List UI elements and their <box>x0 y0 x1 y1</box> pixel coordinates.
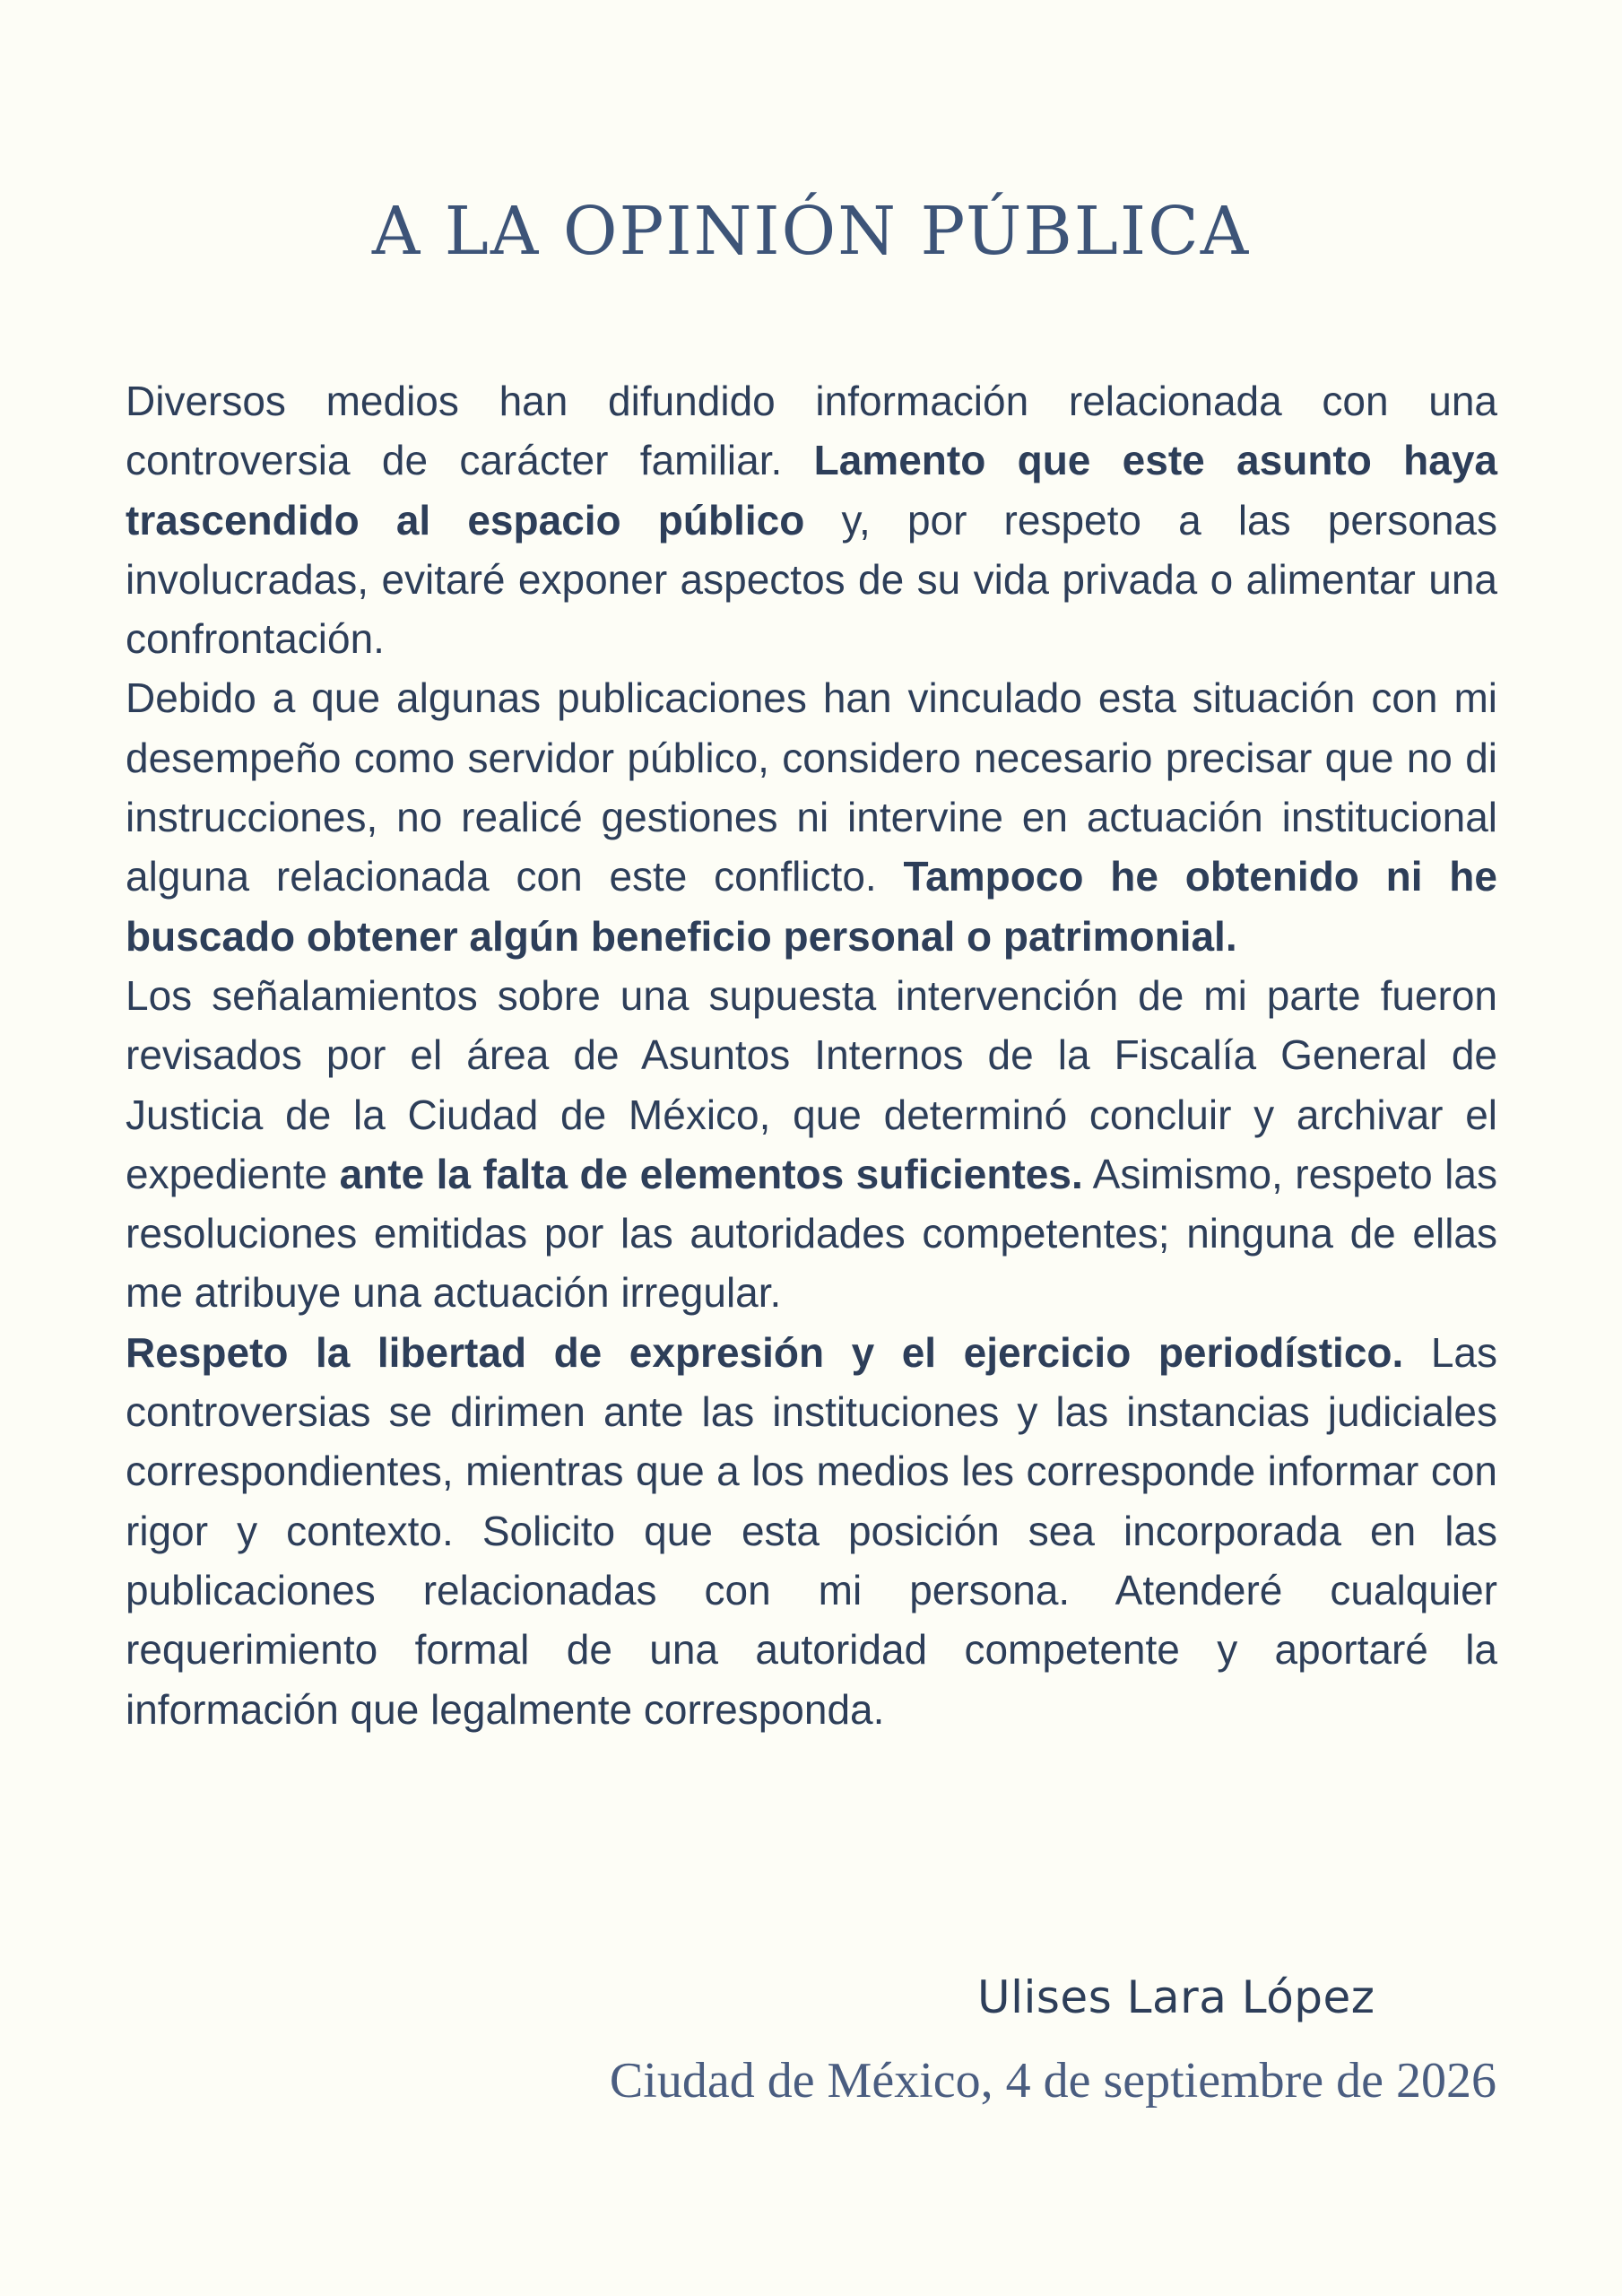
paragraph-2-bold: Tampoco he obtenido ni he buscado obtener algún beneficio personal o patrimonial. <box>126 853 1497 960</box>
paragraph-3-text-a: Los señalamientos sobre una supuesta intervención de mi parte fueron revisados por el área de Asuntos Internos de la Fiscalía General de Justicia de la Ciudad de México, que determinó concluir y archivar el expediente <box>126 971 1497 1197</box>
paragraph-4-bold: Respeto la libertad de expresión y el ejercicio periodístico. <box>126 1328 1404 1376</box>
paragraph-3-bold: ante la falta de elementos suficientes. <box>339 1150 1083 1197</box>
paragraph-1-text-a: Diversos medios han difundido información relacionada con una controversia de carácter familiar. <box>126 378 1497 484</box>
paragraph-1-text-b: y, por respeto a las personas involucradas, evitaré exponer aspectos de su vida privada o alimentar una confrontación. <box>126 496 1497 663</box>
paragraph-2-text: Debido a que algunas publicaciones han vinculado esta situación con mi desempeño como servidor público, considero necesario precisar que no di instrucciones, no realicé gestiones ni intervine en actuación institucional alguna relacionada con este conflicto. <box>126 674 1497 900</box>
paragraph-1-bold: Lamento que este asunto haya trascendido al espacio público <box>126 437 1497 544</box>
letter-body <box>126 371 1497 1739</box>
paragraph-3 <box>126 966 1497 1323</box>
paragraph-4-text: Las controversias se dirimen ante las instituciones y las instancias judiciales correspondientes, mientras que a los medios les corresponde informar con rigor y contexto. Solicito que esta posición sea incorporada en las publicaciones relacionadas con mi persona. Atenderé cualquier requerimiento formal de una autoridad competente y aportaré la información que legalmente corresponda. <box>126 1328 1498 1733</box>
paragraph-1 <box>126 371 1497 668</box>
paragraph-2 <box>126 668 1497 965</box>
paragraph-4 <box>126 1323 1497 1739</box>
signature-name: Ulises Lara López <box>977 1971 1375 2023</box>
letter-title: A LA OPINIÓN PÚBLICA <box>371 193 1251 270</box>
place-and-date: Ciudad de México, 4 de septiembre de 2026 <box>609 2053 1496 2109</box>
paragraph-3-text-b: Asimismo, respeto las resoluciones emitidas por las autoridades competentes; ninguna de ellas me atribuye una actuación irregular. <box>126 1150 1497 1317</box>
